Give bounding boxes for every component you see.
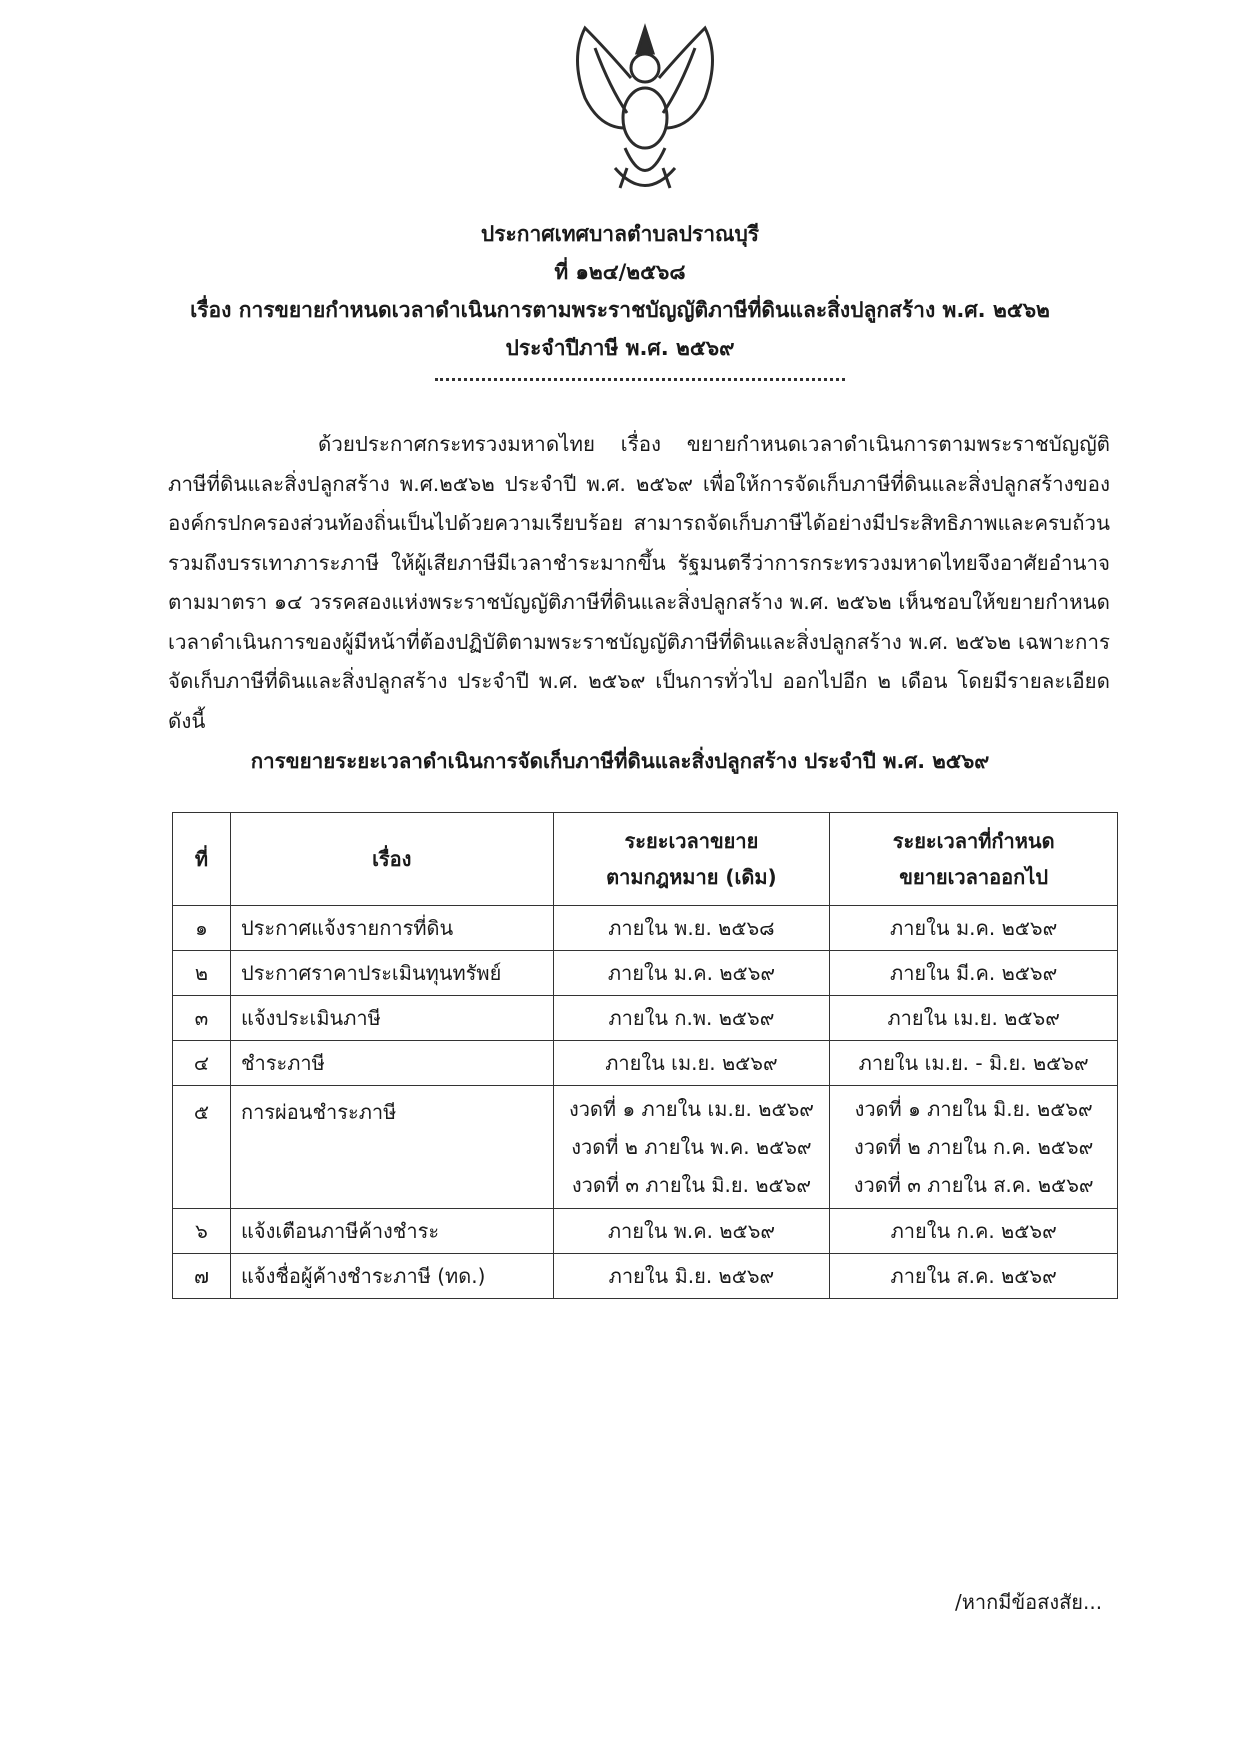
extended-period-line: งวดที่ ๓ ภายใน ส.ค. ๒๕๖๙ xyxy=(853,1173,1094,1197)
dotted-divider xyxy=(435,378,845,381)
extended-period-line: ภายใน ก.ค. ๒๕๖๙ xyxy=(890,1219,1057,1243)
row-extended-period xyxy=(830,951,1118,996)
continuation-note: /หากมีข้อสงสัย... xyxy=(955,1590,1103,1614)
header-original xyxy=(553,813,830,906)
announcement-number: ที่ ๑๒๔/๒๕๖๘ xyxy=(554,260,686,284)
row-original-period xyxy=(553,1254,830,1299)
row-number: ๕ xyxy=(173,1086,231,1209)
row-number: ๔ xyxy=(173,1041,231,1086)
extended-period-line: ภายใน เม.ย. - มิ.ย. ๒๕๖๙ xyxy=(858,1051,1089,1075)
header-original-line1: ระยะเวลาขยาย xyxy=(624,829,759,853)
row-original-period xyxy=(553,1041,830,1086)
schedule-table xyxy=(172,812,1118,1299)
row-extended-period xyxy=(830,1086,1118,1209)
header-no: ที่ xyxy=(173,813,231,906)
row-subject: แจ้งเตือนภาษีค้างชำระ xyxy=(230,1209,553,1254)
row-subject: การผ่อนชำระภาษี xyxy=(230,1086,553,1209)
row-number: ๗ xyxy=(173,1254,231,1299)
table-header-row xyxy=(173,813,1118,906)
header-subject: เรื่อง xyxy=(230,813,553,906)
header-extended-line2: ขยายเวลาออกไป xyxy=(899,865,1049,889)
table-title: การขยายระยะเวลาดำเนินการจัดเก็บภาษีที่ดินและสิ่งปลูกสร้าง ประจำปี พ.ศ. ๒๕๖๙ xyxy=(250,749,990,773)
row-original-period xyxy=(553,1209,830,1254)
row-original-period xyxy=(553,951,830,996)
body-paragraph: ด้วยประกาศกระทรวงมหาดไทย เรื่อง ขยายกำหนดเวลาดำเนินการตามพระราชบัญญัติภาษีที่ดินและสิ่งปลูกสร้าง พ.ศ.๒๕๖๒ ประจำปี พ.ศ. ๒๕๖๙ เพื่อให้การจัดเก็บภาษีที่ดินและสิ่งปลูกสร้างขององค์กรปกครองส่วนท้องถิ่นเป็นไปด้วยความเรียบร้อย สามารถจัดเก็บภาษีได้อย่างมีประสิทธิภาพและครบถ้วน รวมถึงบรรเทาภาระภาษี ให้ผู้เสียภาษีมีเวลาชำระมากขึ้น รัฐมนตรีว่าการกระทรวงมหาดไทยจึงอาศัยอำนาจตามมาตรา ๑๔ วรรคสองแห่งพระราชบัญญัติภาษีที่ดินและสิ่งปลูกสร้าง พ.ศ. ๒๕๖๒ เห็นชอบให้ขยายกำหนดเวลาดำเนินการของผู้มีหน้าที่ต้องปฏิบัติตามพระราชบัญญัติภาษีที่ดินและสิ่งปลูกสร้าง พ.ศ. ๒๕๖๒ เฉพาะการจัดเก็บภาษีที่ดินและสิ่งปลูกสร้าง ประจำปี พ.ศ. ๒๕๖๙ เป็นการทั่วไป ออกไปอีก ๒ เดือน โดยมีรายละเอียดดังนี้ xyxy=(168,432,1110,733)
row-extended-period xyxy=(830,1041,1118,1086)
header-extended-line1: ระยะเวลาที่กำหนด xyxy=(892,829,1055,853)
header-extended xyxy=(830,813,1118,906)
table-row xyxy=(173,906,1118,951)
original-period-line: ภายใน เม.ย. ๒๕๖๙ xyxy=(605,1051,778,1075)
table-row xyxy=(173,996,1118,1041)
row-original-period xyxy=(553,1086,830,1209)
original-period-line: ภายใน พ.ค. ๒๕๖๙ xyxy=(607,1219,776,1243)
extended-period-line: ภายใน เม.ย. ๒๕๖๙ xyxy=(887,1006,1060,1030)
extended-period-line: ภายใน ม.ค. ๒๕๖๙ xyxy=(890,916,1058,940)
extended-period-line: งวดที่ ๑ ภายใน มิ.ย. ๒๕๖๙ xyxy=(854,1097,1093,1121)
extended-period-line: งวดที่ ๒ ภายใน ก.ค. ๒๕๖๙ xyxy=(854,1135,1094,1159)
original-period-line: ภายใน ม.ค. ๒๕๖๙ xyxy=(607,961,776,985)
row-original-period xyxy=(553,906,830,951)
original-period-line: ภายใน ก.พ. ๒๕๖๙ xyxy=(608,1006,775,1030)
row-extended-period xyxy=(830,1254,1118,1299)
garuda-emblem-icon xyxy=(565,18,725,203)
extended-period-line: ภายใน มี.ค. ๒๕๖๙ xyxy=(890,961,1058,985)
original-period-line: ภายใน พ.ย. ๒๕๖๘ xyxy=(608,916,775,940)
table-row xyxy=(173,951,1118,996)
row-subject: ชำระภาษี xyxy=(230,1041,553,1086)
table-row xyxy=(173,1254,1118,1299)
row-number: ๑ xyxy=(173,906,231,951)
table-row xyxy=(173,1041,1118,1086)
announcement-subject: เรื่อง การขยายกำหนดเวลาดำเนินการตามพระราชบัญญัติภาษีที่ดินและสิ่งปลูกสร้าง พ.ศ. ๒๕๖๒ xyxy=(190,298,1050,322)
row-number: ๓ xyxy=(173,996,231,1041)
table-row xyxy=(173,1086,1118,1209)
original-period-line: งวดที่ ๒ ภายใน พ.ค. ๒๕๖๙ xyxy=(571,1135,812,1159)
row-number: ๖ xyxy=(173,1209,231,1254)
row-subject: แจ้งประเมินภาษี xyxy=(230,996,553,1041)
row-extended-period xyxy=(830,996,1118,1041)
row-extended-period xyxy=(830,906,1118,951)
row-number: ๒ xyxy=(173,951,231,996)
row-subject: แจ้งชื่อผู้ค้างชำระภาษี (ทด.) xyxy=(230,1254,553,1299)
original-period-line: งวดที่ ๑ ภายใน เม.ย. ๒๕๖๙ xyxy=(568,1097,814,1121)
original-period-line: ภายใน มิ.ย. ๒๕๖๙ xyxy=(608,1264,775,1288)
row-original-period xyxy=(553,996,830,1041)
announcement-subject-line2: ประจำปีภาษี พ.ศ. ๒๕๖๙ xyxy=(505,336,735,360)
header-original-line2: ตามกฎหมาย (เดิม) xyxy=(606,865,777,889)
row-subject: ประกาศแจ้งรายการที่ดิน xyxy=(230,906,553,951)
row-extended-period xyxy=(830,1209,1118,1254)
extended-period-line: ภายใน ส.ค. ๒๕๖๙ xyxy=(890,1264,1057,1288)
table-row xyxy=(173,1209,1118,1254)
row-subject: ประกาศราคาประเมินทุนทรัพย์ xyxy=(230,951,553,996)
original-period-line: งวดที่ ๓ ภายใน มิ.ย. ๒๕๖๙ xyxy=(571,1173,811,1197)
announcement-title: ประกาศเทศบาลตำบลปราณบุรี xyxy=(480,222,760,246)
